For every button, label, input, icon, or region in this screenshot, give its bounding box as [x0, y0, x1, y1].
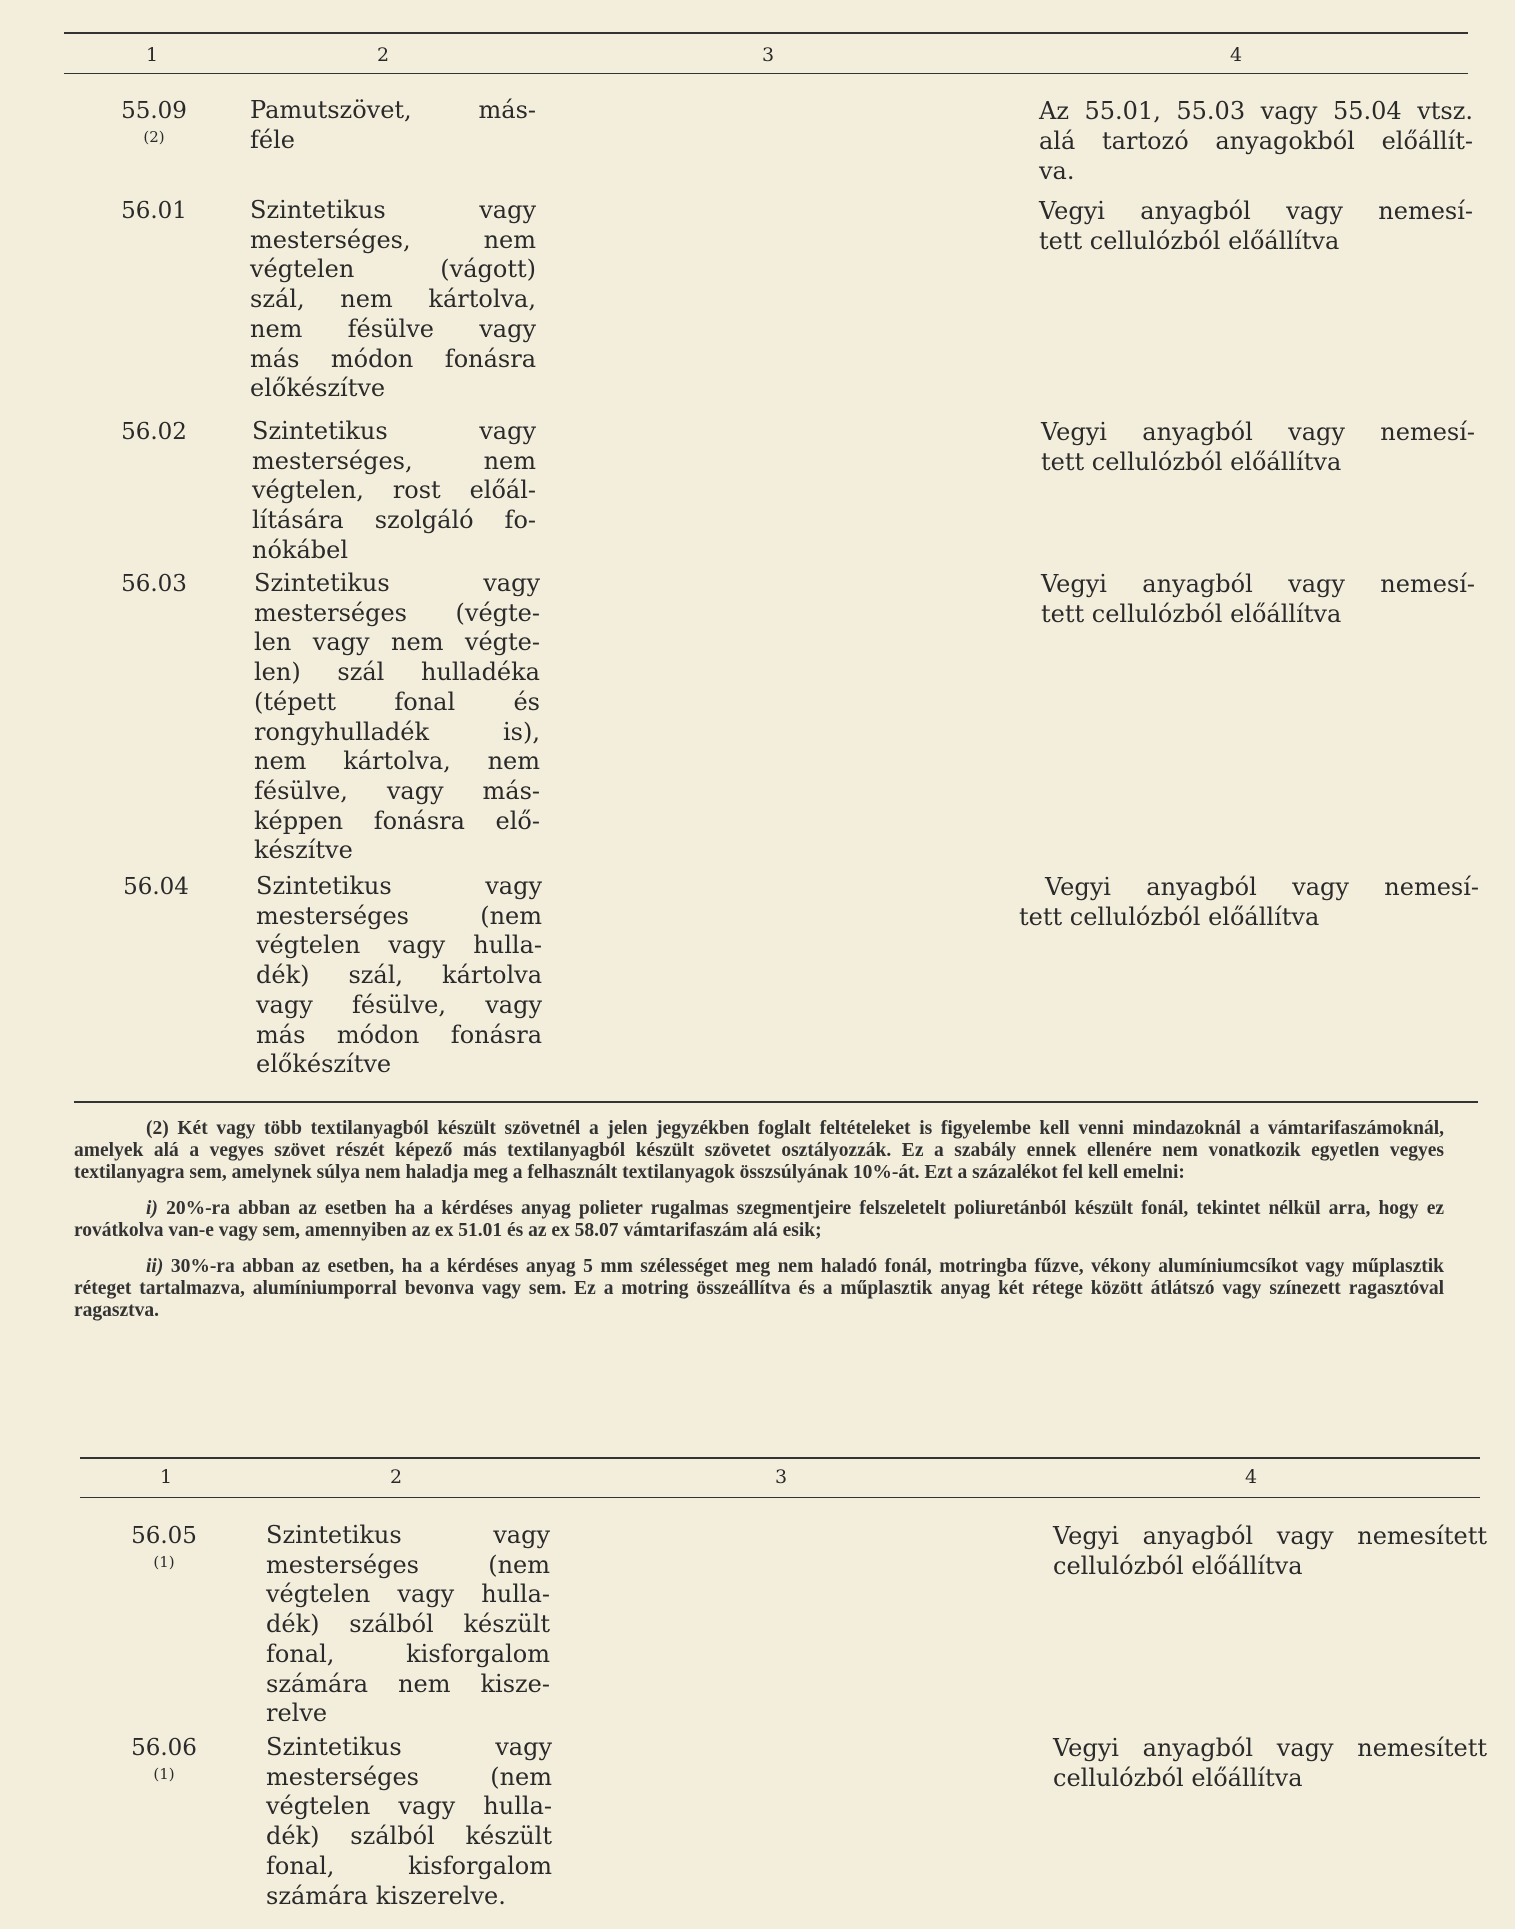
col-header-1: 1 [145, 44, 159, 66]
col-header-4: 4 [1229, 44, 1243, 66]
table2-header-rule [80, 1497, 1480, 1498]
tariff-code: 56.02 [121, 419, 187, 445]
origin-condition: Az 55.01, 55.03 vagy 55.04 vtsz. alá tartozó anyagokból előállít- va. [1039, 97, 1473, 185]
tariff-code: 56.04 [123, 874, 189, 900]
origin-condition: Vegyi anyagból vagy nemesí- tett cellulózból előállítva [1041, 418, 1475, 476]
footnote-ref: (1) [153, 1553, 175, 1571]
col-header-2: 2 [389, 1466, 403, 1488]
table-bottom-rule [74, 1101, 1478, 1103]
origin-condition: Vegyi anyagból vagy nemesí- tett cellulózból előállítva [1041, 570, 1475, 628]
footnote-item-ii: ii) 30%-ra abban az esetben, ha a kérdéses anyag 5 mm szélességet meg nem haladó fonál, motringba fűzve, vékony alumíniumcsíkot vagy műplasztik réteget tartalmazva, alumíniumporral bevonva vagy sem. Ez a motring összeállítva és a műplasztik anyag két rétege között átlátszó vagy színezett ragasztóval ragasztva. [74, 1256, 1444, 1321]
origin-condition: Vegyi anyagból vagy nemesített cellulózból előállítva [1053, 1734, 1487, 1792]
footnote-ref: (2) [143, 128, 165, 146]
col-header-3: 3 [761, 44, 775, 66]
product-description: Szintetikus vagy mesterséges, nem végtelen, rost előál- lítására szolgáló fo- nókábel [252, 417, 536, 564]
footnote-item-i: i) 20%-ra abban az esetben ha a kérdéses anyag polieter rugalmas szegmentjeire felszeletelt poliuretánból készült fonál, tekintet nélkül arra, hogy ez rovátkolva van-e vagy sem, amennyiben az ex 51.01 és az ex 58.07 vámtarifaszám alá esik; [74, 1198, 1444, 1241]
footnote [74, 1118, 1444, 1322]
product-description: Szintetikus vagy mesterséges (nem végtelen vagy hulla- dék) szálból készült fonal, kisforgalom számára nem kisze- relve [266, 1521, 550, 1728]
product-description: Szintetikus vagy mesterséges (nem végtelen vagy hulla- dék) szálból készült fonal, kisforgalom számára kiszerelve. [266, 1733, 552, 1910]
footnote-paragraph: (2) Két vagy több textilanyagból készült szövetnél a jelen jegyzékben foglalt feltételeket is figyelembe kell venni mindazoknál a vámtarifaszámoknál, amelyek alá a vegyes szövet részét képező más textilanyagból készült szövetet osztályozzák. Ez a szabály ennek ellenére nem vonatkozik egyetlen vegyes textilanyagra sem, amelynek súlya nem haladja meg a felhasznált textilanyagok összsúlyának 10%-át. Ezt a százalékot fel kell emelni: [74, 1118, 1444, 1183]
col-header-4: 4 [1244, 1466, 1258, 1488]
product-description: Szintetikus vagy mesterséges (végte- len vagy nem végte- len) szál hulladéka (tépett fonal és rongyhulladék is), nem kártolva, nem fésülve, vagy más- képpen fonásra elő- készítve [254, 569, 540, 865]
tariff-code: 56.01 [121, 198, 187, 224]
table2-top-rule [80, 1457, 1480, 1459]
col-header-2: 2 [376, 44, 390, 66]
col-header-1: 1 [159, 1466, 173, 1488]
tariff-code: 56.05 (1) [104, 1521, 224, 1573]
col-header-3: 3 [774, 1466, 788, 1488]
origin-condition: Vegyi anyagból vagy nemesített cellulózból előállítva [1053, 1522, 1487, 1580]
product-description: Szintetikus vagy mesterséges, nem végtelen (vágott) szál, nem kártolva, nem fésülve vagy más módon fonásra előkészítve [250, 196, 536, 403]
table-top-rule [64, 32, 1468, 34]
tariff-code: 56.03 [121, 571, 187, 597]
tariff-code: 56.06 (1) [104, 1733, 224, 1785]
footnote-ref: (1) [153, 1765, 175, 1783]
table-header-rule [64, 73, 1468, 74]
origin-condition: Vegyi anyagból vagy nemesí- tett cellulózból előállítva [1019, 873, 1479, 931]
origin-condition: Vegyi anyagból vagy nemesí- tett cellulózból előállítva [1039, 197, 1473, 255]
product-description: Szintetikus vagy mesterséges (nem végtelen vagy hulla- dék) szál, kártolva vagy fésülve, vagy más módon fonásra előkészítve [256, 872, 542, 1079]
product-description: Pamutszövet, más- féle [250, 96, 536, 154]
tariff-code: 55.09 (2) [94, 96, 214, 148]
